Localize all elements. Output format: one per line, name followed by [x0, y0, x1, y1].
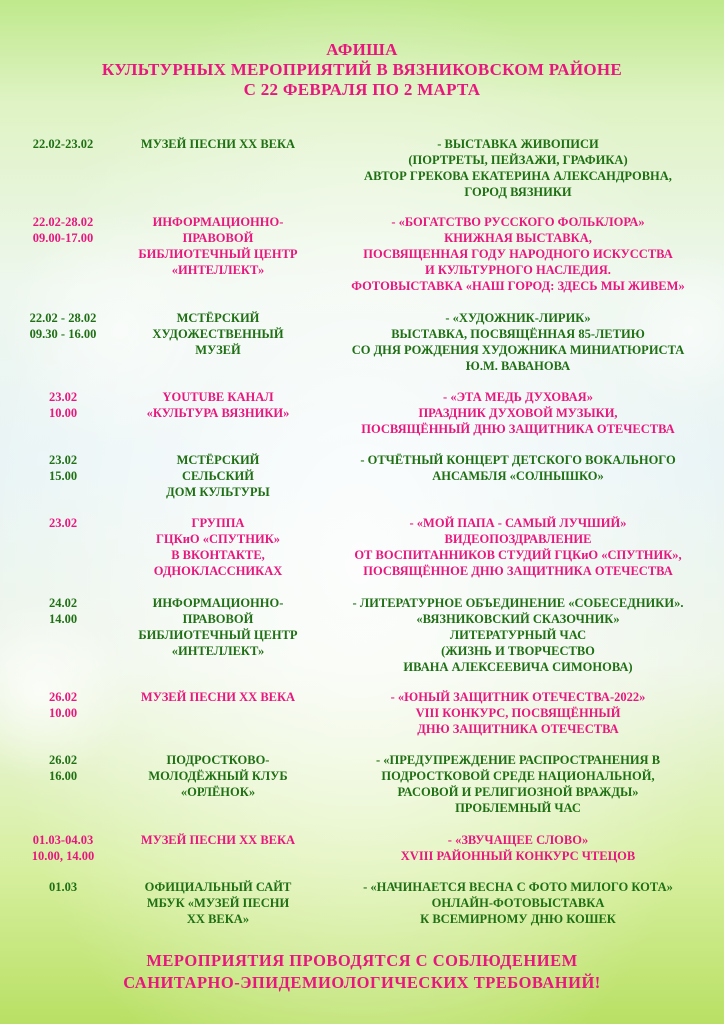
- event-description: - ВЫСТАВКА ЖИВОПИСИ (ПОРТРЕТЫ, ПЕЙЗАЖИ, ГРАФИКА) АВТОР ГРЕКОВА ЕКАТЕРИНА АЛЕКСАНДРОВНА, ГОРОД ВЯЗНИКИ: [364, 137, 672, 199]
- event-organizer: ПОДРОСТКОВО- МОЛОДЁЖНЫЙ КЛУБ «ОРЛЁНОК»: [148, 753, 288, 799]
- event-description: - «НАЧИНАЕТСЯ ВЕСНА С ФОТО МИЛОГО КОТА» ОНЛАЙН-ФОТОВЫСТАВКА К ВСЕМИРНОМУ ДНЮ КОШЕК: [363, 880, 673, 926]
- event-description: - ЛИТЕРАТУРНОЕ ОБЪЕДИНЕНИЕ «СОБЕСЕДНИКИ». «ВЯЗНИКОВСКИЙ СКАЗОЧНИК» ЛИТЕРАТУРНЫЙ ЧАС (ЖИЗНЬ И ТВОРЧЕСТВО ИВАНА АЛЕКСЕЕВИЧА СИМОНОВА): [352, 596, 684, 674]
- event-organizer: ОФИЦИАЛЬНЫЙ САЙТ МБУК «МУЗЕЙ ПЕСНИ ХХ ВЕКА»: [144, 880, 292, 926]
- header-subtitle: КУЛЬТУРНЫХ МЕРОПРИЯТИЙ В ВЯЗНИКОВСКОМ РАЙОНЕ: [101, 60, 623, 79]
- event-description: - «МОЙ ПАПА - САМЫЙ ЛУЧШИЙ» ВИДЕОПОЗДРАВЛЕНИЕ ОТ ВОСПИТАННИКОВ СТУДИЙ ГЦКиО «СПУТНИК», ПОСВЯЩЁННОЕ ДНЮ ЗАЩИТНИКА ОТЕЧЕСТВА: [354, 516, 682, 578]
- event-date: 01.03-04.03 10.00, 14.00: [31, 833, 95, 863]
- event-description: - «ЗВУЧАЩЕЕ СЛОВО» XVIII РАЙОННЫЙ КОНКУРС ЧТЕЦОВ: [400, 833, 636, 863]
- event-date: 01.03: [48, 880, 78, 894]
- event-organizer: МСТЁРСКИЙ СЕЛЬСКИЙ ДОМ КУЛЬТУРЫ: [166, 453, 270, 499]
- event-date: 23.02 15.00: [48, 453, 78, 483]
- event-organizer: МУЗЕЙ ПЕСНИ ХХ ВЕКА: [140, 137, 296, 151]
- poster-header: [0, 40, 724, 100]
- event-date: 22.02-28.02 09.00-17.00: [32, 215, 94, 245]
- event-date: 22.02-23.02: [32, 137, 94, 151]
- header-dates: С 22 ФЕВРАЛЯ ПО 2 МАРТА: [243, 80, 481, 99]
- event-organizer: ИНФОРМАЦИОННО- ПРАВОВОЙ БИБЛИОТЕЧНЫЙ ЦЕНТР «ИНТЕЛЛЕКТ»: [138, 596, 298, 658]
- poster-footer: [0, 950, 724, 994]
- event-date: 23.02: [48, 516, 78, 530]
- event-date: 26.02 16.00: [48, 753, 78, 783]
- event-organizer: МСТЁРСКИЙ ХУДОЖЕСТВЕННЫЙ МУЗЕЙ: [152, 311, 284, 357]
- event-description: - «ЭТА МЕДЬ ДУХОВАЯ» ПРАЗДНИК ДУХОВОЙ МУЗЫКИ, ПОСВЯЩЁННЫЙ ДНЮ ЗАЩИТНИКА ОТЕЧЕСТВА: [361, 390, 675, 436]
- event-organizer: YOUTUBE КАНАЛ «КУЛЬТУРА ВЯЗНИКИ»: [146, 390, 290, 420]
- event-date: 24.02 14.00: [48, 596, 78, 626]
- event-date: 22.02 - 28.02 09.30 - 16.00: [29, 311, 97, 341]
- event-organizer: ИНФОРМАЦИОННО- ПРАВОВОЙ БИБЛИОТЕЧНЫЙ ЦЕНТР «ИНТЕЛЛЕКТ»: [138, 215, 298, 277]
- event-date: 23.02 10.00: [48, 390, 78, 420]
- event-description: - «ХУДОЖНИК-ЛИРИК» ВЫСТАВКА, ПОСВЯЩЁННАЯ 85-ЛЕТИЮ СО ДНЯ РОЖДЕНИЯ ХУДОЖНИКА МИНИАТЮРИСТА Ю.М. ВАВАНОВА: [351, 311, 685, 373]
- event-description: - ОТЧЁТНЫЙ КОНЦЕРТ ДЕТСКОГО ВОКАЛЬНОГО АНСАМБЛЯ «СОЛНЫШКО»: [360, 453, 676, 483]
- event-organizer: МУЗЕЙ ПЕСНИ ХХ ВЕКА: [140, 690, 296, 704]
- header-title: АФИША: [326, 40, 398, 59]
- event-date: 26.02 10.00: [48, 690, 78, 720]
- event-description: - «БОГАТСТВО РУССКОГО ФОЛЬКЛОРА» КНИЖНАЯ ВЫСТАВКА, ПОСВЯЩЕННАЯ ГОДУ НАРОДНОГО ИСКУССТВА И КУЛЬТУРНОГО НАСЛЕДИЯ. ФОТОВЫСТАВКА «НАШ ГОРОД: ЗДЕСЬ МЫ ЖИВЕМ»: [351, 215, 685, 293]
- event-organizer: МУЗЕЙ ПЕСНИ ХХ ВЕКА: [140, 833, 296, 847]
- footer-line: САНИТАРНО-ЭПИДЕМИОЛОГИЧЕСКИХ ТРЕБОВАНИЙ!: [123, 973, 601, 992]
- event-description: - «ЮНЫЙ ЗАЩИТНИК ОТЕЧЕСТВА-2022» VIII КОНКУРС, ПОСВЯЩЁННЫЙ ДНЮ ЗАЩИТНИКА ОТЕЧЕСТВА: [390, 690, 646, 736]
- event-organizer: ГРУППА ГЦКиО «СПУТНИК» В ВКОНТАКТЕ, ОДНОКЛАССНИКАХ: [153, 516, 283, 578]
- footer-line: МЕРОПРИЯТИЯ ПРОВОДЯТСЯ С СОБЛЮДЕНИЕМ: [146, 951, 578, 970]
- event-description: - «ПРЕДУПРЕЖДЕНИЕ РАСПРОСТРАНЕНИЯ В ПОДРОСТКОВОЙ СРЕДЕ НАЦИОНАЛЬНОЙ, РАСОВОЙ И РЕЛИГИОЗНОЙ ВРАЖДЫ» ПРОБЛЕМНЫЙ ЧАС: [375, 753, 661, 815]
